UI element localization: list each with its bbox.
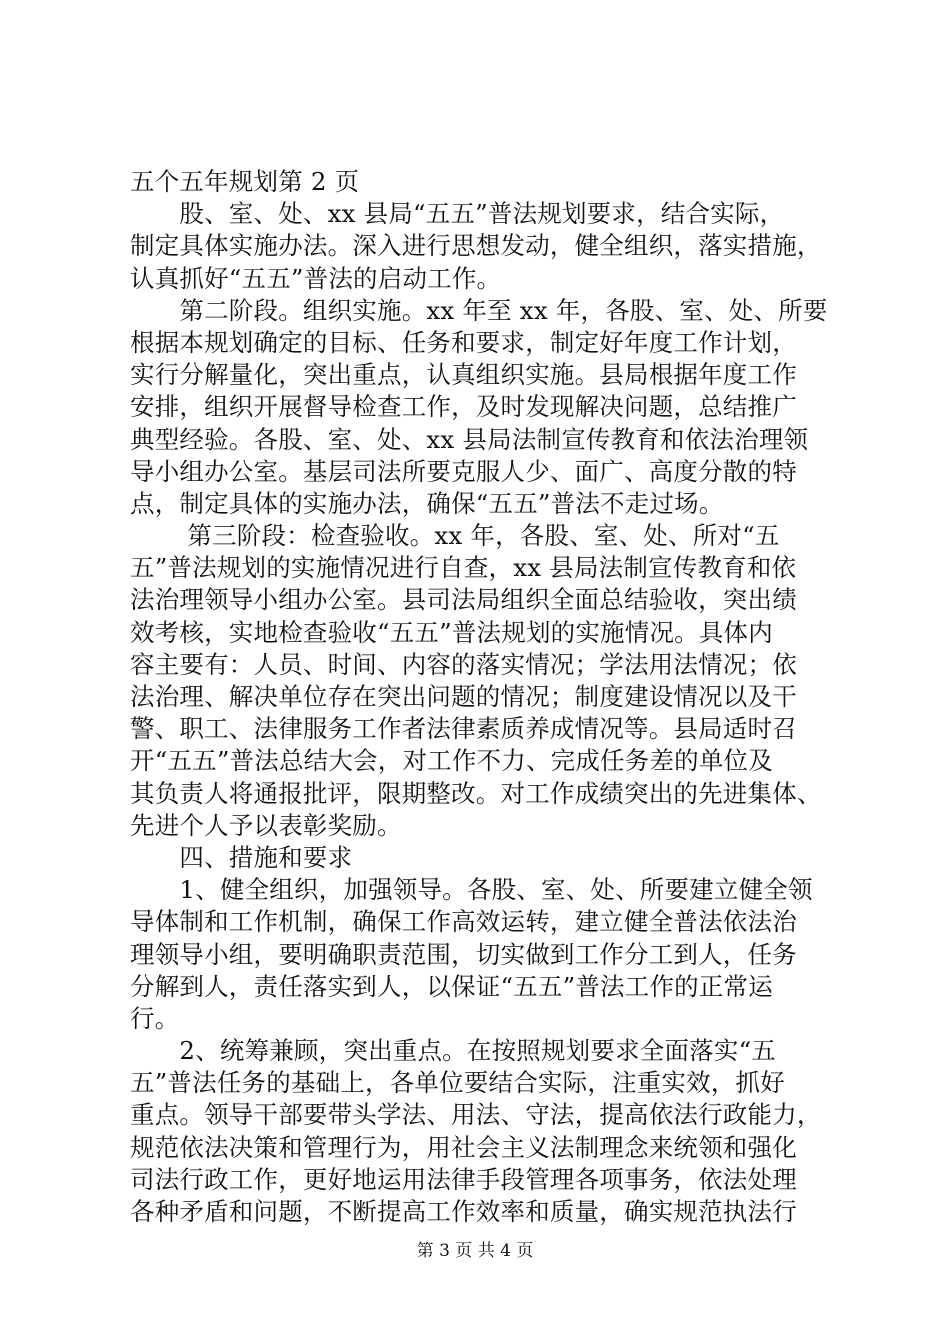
page-number-label: 第 3 页 共 4 页 — [416, 1241, 534, 1261]
text-line: 五”普法规划的实施情况进行自查，xx 县局法制宣传教育和依 — [130, 553, 797, 583]
text-line: 法治理领导小组办公室。县司法局组织全面总结验收，突出绩 — [130, 585, 797, 615]
text-line: 认真抓好“五五”普法的启动工作。 — [130, 263, 502, 293]
text-line: 股、室、处、xx 县局“五五”普法规划要求，结合实际， — [130, 199, 785, 229]
text-line: 四、措施和要求 — [130, 842, 353, 872]
text-line: 五”普法任务的基础上，各单位要结合实际，注重实效，抓好 — [130, 1068, 785, 1098]
text-line: 导小组办公室。基层司法所要克服人少、面广、高度分散的特 — [130, 456, 797, 486]
text-line: 制定具体实施办法。深入进行思想发动，健全组织，落实措施， — [130, 231, 822, 261]
text-line: 第三阶段：检查验收。xx 年，各股、室、处、所对“五 — [130, 521, 780, 551]
document-body — [130, 166, 830, 1228]
text-line: 根据本规划确定的目标、任务和要求，制定好年度工作计划， — [130, 327, 797, 357]
text-line: 效考核，实地检查验收“五五”普法规划的实施情况。具体内 — [130, 617, 773, 647]
text-line: 开“五五”普法总结大会，对工作不力、完成任务差的单位及 — [130, 746, 773, 776]
text-line: 行。 — [130, 1003, 180, 1033]
page-footer — [0, 1240, 950, 1262]
text-line: 1、健全组织，加强领导。各股、室、处、所要建立健全领 — [130, 875, 813, 905]
text-line: 其负责人将通报批评，限期整改。对工作成绩突出的先进集体、 — [130, 778, 822, 808]
text-line: 点，制定具体的实施办法，确保“五五”普法不走过场。 — [130, 488, 724, 518]
text-line: 规范依法决策和管理行为，用社会主义法制理念来统领和强化 — [130, 1132, 797, 1162]
text-line: 理领导小组，要明确职责范围，切实做到工作分工到人，任务 — [130, 939, 797, 969]
text-line: 安排，组织开展督导检查工作，及时发现解决问题，总结推广 — [130, 392, 797, 422]
text-line: 警、职工、法律服务工作者法律素质养成情况等。县局适时召 — [130, 714, 797, 744]
text-line: 法治理、解决单位存在突出问题的情况；制度建设情况以及干 — [130, 682, 797, 711]
text-line: 容主要有：人员、时间、内容的落实情况；学法用法情况；依 — [130, 649, 797, 679]
text-line: 分解到人，责任落实到人，以保证“五五”普法工作的正常运 — [130, 971, 773, 1001]
text-line: 典型经验。各股、室、处、xx 县局法制宣传教育和依法治理领 — [130, 424, 809, 454]
text-line: 2、统筹兼顾，突出重点。在按照规划要求全面落实“五 — [130, 1036, 777, 1066]
text-line: 第二阶段。组织实施。xx 年至 xx 年，各股、室、处、所要 — [130, 295, 828, 325]
text-line: 司法行政工作，更好地运用法律手段管理各项事务，依法处理 — [130, 1164, 797, 1194]
text-line: 重点。领导干部要带头学法、用法、守法，提高依法行政能力， — [130, 1100, 822, 1130]
text-line: 先进个人予以表彰奖励。 — [130, 810, 402, 840]
text-line: 五个五年规划第 2 页 — [130, 167, 360, 196]
text-line: 实行分解量化，突出重点，认真组织实施。县局根据年度工作 — [130, 360, 797, 390]
text-line: 各种矛盾和问题，不断提高工作效率和质量，确实规范执法行 — [130, 1197, 797, 1226]
text-line: 导体制和工作机制，确保工作高效运转，建立健全普法依法治 — [130, 907, 797, 937]
